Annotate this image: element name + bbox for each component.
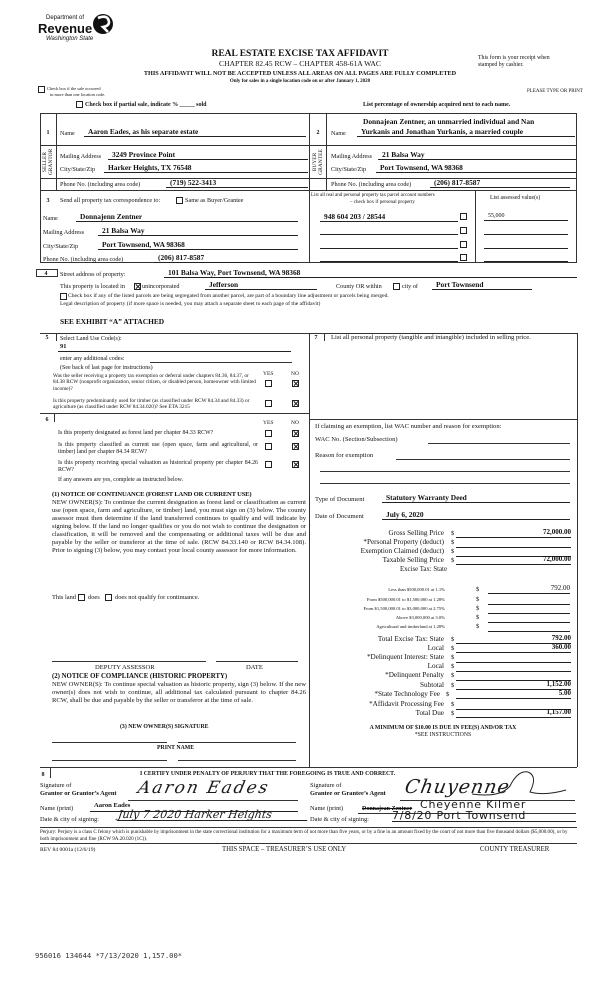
section7-divider <box>309 419 577 420</box>
current-use-question: Is this property classified as current use (open space, farm and agricultural, or timber) land per chapter 84.34 RCW? <box>58 442 258 455</box>
grantee-name-label: Name (print) <box>310 805 344 812</box>
perjury-notice: Perjury: Perjury is a class C felony which is punishable by imprisonment in the state correctional institution for a maximum term of not more than five years, or by a fine in an amount fixed by the court of not more than five thousand dollars ($5,000.00), or by both imprisonment and fine (RCW 9A.20.020 (1C)). <box>40 829 568 842</box>
buyer-name-field[interactable]: Yurkanis and Jonathan Yurkanis, a married couple <box>357 128 575 137</box>
currency-sign: $ <box>451 654 455 661</box>
does-not-label: does not qualify for continuance. <box>115 594 200 601</box>
if-any-yes-note: If any answers are yes, complete as instructed below. <box>58 477 183 483</box>
delinquent-penalty-label: *Delinquent Penalty <box>385 671 444 679</box>
buyer-mailing-field[interactable]: 21 Balsa Way <box>378 151 576 160</box>
currency-sign: $ <box>451 636 455 643</box>
forest-yes-checkbox[interactable] <box>265 430 272 437</box>
grantee-name-field[interactable]: Cheyenne Kilmer <box>420 798 527 811</box>
section-6-number: 6 <box>45 417 49 423</box>
additional-codes-field[interactable] <box>150 362 292 363</box>
no-header: NO <box>291 420 299 426</box>
bracket-label: Above $3,000,000 at 3.0% <box>395 615 445 620</box>
grantor-signature-label: Signature of <box>40 782 72 789</box>
bracket-label: Agricultural and timberland at 1.28% <box>376 624 445 629</box>
seller-phone-field[interactable]: (719) 522-3413 <box>166 179 308 188</box>
bracket-label: From $1,500,000.01 to $3,000,000 at 2.75% <box>363 606 445 611</box>
name-row-divider <box>40 145 577 146</box>
legal-description-label: Legal description of property (if more space is needed, you may attach a separate sheet to each page of the affidavit) <box>60 301 321 307</box>
parcel-number-field[interactable] <box>320 254 458 262</box>
grantor-signature-label-2: Grantor or Grantor’s Agent <box>40 790 117 797</box>
cashier-stamp: 956016 134644 *7/13/2020 1,157.00* <box>35 951 183 960</box>
segregated-checkbox[interactable] <box>60 293 67 300</box>
seller-name-field[interactable]: Aaron Eades, as his separate estate <box>84 128 306 137</box>
new-owner-signature-line[interactable] <box>52 742 167 743</box>
total-excise-local-field[interactable]: 360.00 <box>456 644 571 653</box>
grantee-name-struck: Donnajean Zentner <box>362 806 413 812</box>
county-field[interactable]: Jefferson <box>205 281 317 290</box>
buyer-phone-field[interactable]: (206) 817-8587 <box>430 179 570 188</box>
logo-state: Washington State <box>46 36 94 42</box>
reason-field-3[interactable] <box>320 483 570 484</box>
currency-sign: $ <box>476 605 480 612</box>
exemption-yes-checkbox[interactable] <box>265 380 272 387</box>
assessed-value-field[interactable] <box>484 241 568 249</box>
exemption-claimed-label: Exemption Claimed (deduct) <box>360 547 444 555</box>
form-title: REAL ESTATE EXCISE TAX AFFIDAVIT <box>211 49 389 59</box>
timber-question: Is this property predominantly used for timber (as classified under RCW 84.34 and 84.33) or agriculture (as classified under RCW 84.34.020)? See ETA 3215 <box>53 398 250 411</box>
correspondence-title: Send all property tax correspondence to: <box>60 197 161 204</box>
no-header: NO <box>291 371 299 377</box>
claiming-exemption-label: If claiming an exemption, list WAC number and reason for exemption: <box>315 423 502 430</box>
section8-bottom <box>40 827 577 828</box>
gross-selling-price-label: Gross Selling Price <box>388 529 444 537</box>
grantor-name-field[interactable]: Aaron Eades <box>90 803 298 812</box>
section-8-numbox <box>50 768 51 778</box>
see-back-note: (See back of last page for instructions) <box>60 365 153 371</box>
wac-field[interactable] <box>428 443 570 444</box>
delinquent-interest-state-label: *Delinquent Interest: State <box>366 653 444 661</box>
total-due-label: Total Due <box>415 709 444 717</box>
yes-header: YES <box>263 420 274 426</box>
buyer-name-label: Name <box>331 130 346 137</box>
seller-name-label: Name <box>60 130 75 137</box>
does-qualify-checkbox[interactable] <box>78 594 85 601</box>
seller-phone-label: Phone No. (including area code) <box>60 181 141 188</box>
wac-label: WAC No. (Section/Subsection) <box>315 436 398 443</box>
assessed-value-field[interactable] <box>484 227 568 235</box>
taxable-selling-price-label: Taxable Selling Price <box>382 556 444 564</box>
doc-type-label: Type of Document <box>315 496 365 503</box>
forest-no-checkbox[interactable] <box>292 430 299 437</box>
located-label: This property is located in <box>60 283 125 290</box>
bracket-value[interactable]: 792.00 <box>488 585 570 594</box>
currency-sign: $ <box>451 663 455 670</box>
currency-sign: $ <box>451 557 455 564</box>
corr-name-field[interactable]: Donnajenn Zentner <box>76 213 298 222</box>
corr-mailing-label: Mailing Address <box>43 229 85 236</box>
corr-phone-field[interactable]: (206) 817-8587 <box>154 254 298 263</box>
notice-continuance-text: NEW OWNER(S): To continue the current designation as forest land or classification as current use (open space, farm and agriculture, or timber) land, you must sign on (3) below. The county assessor must then determine if the land transferred continues to qualify and will indicate by signing below. If the land no longer qualifies or you do not wish to continue the designation or classification, it will be removed and the compensating or additional taxes will be due and payable by the seller or transferor at the time of sale. (RCW 84.33.140 or RCW 84.34.108). Prior to signing (3) below, you may contact your local county assessor for more information. <box>52 499 306 554</box>
section-6-numbox <box>54 414 55 422</box>
notice-compliance-title: (2) NOTICE OF COMPLIANCE (HISTORIC PROPERTY) <box>52 673 228 680</box>
land-use-code-field[interactable]: 91 <box>58 344 291 352</box>
minimum-due-note: A MINIMUM OF $10.00 IS DUE IN FEE(S) AND/OR TAX <box>369 725 517 731</box>
subtotal-field[interactable]: 1,152.00 <box>456 681 571 690</box>
yes-header: YES <box>263 371 274 377</box>
grantee-signature[interactable]: Chuyenne <box>403 776 512 798</box>
notice-compliance-text: NEW OWNER(S): To continue special valuation as historic property, sign (3) below. If the new owner(s) does not wish to continue, all additional tax calculated pursuant to chapter 84.26 RCW, shall be due and payable by the seller or transferor at the time of sale. <box>52 681 306 704</box>
grantor-signature-line[interactable] <box>128 800 298 801</box>
total-excise-local-label: Local <box>427 644 444 652</box>
corr-city-field[interactable]: Port Townsend, WA 98368 <box>98 241 298 250</box>
city-of-label: city of <box>402 283 418 290</box>
corr-city-label: City/State/Zip <box>43 243 79 250</box>
this-land-label: This land <box>52 594 76 601</box>
parcels-header: List all real and personal property tax parcel account numbers <box>311 193 435 198</box>
section5-bottom <box>40 413 310 414</box>
footer-rule <box>40 843 577 844</box>
dor-logo <box>38 12 118 48</box>
corr-mailing-field[interactable]: 21 Balsa Way <box>98 227 298 236</box>
current-use-yes-checkbox[interactable] <box>265 443 272 450</box>
excise-tax-label: Excise Tax: State <box>400 566 447 573</box>
same-as-buyer-checkbox[interactable] <box>176 197 183 204</box>
personal-property-label: *Personal Property (deduct) <box>363 538 444 546</box>
historic-yes-checkbox[interactable] <box>265 461 272 468</box>
legal-description-value[interactable]: SEE EXHIBIT “A” ATTACHED <box>60 317 165 326</box>
parcels-subheader: – check box if personal property <box>350 200 415 205</box>
logo-dept: Department of <box>46 15 85 21</box>
currency-sign: $ <box>451 530 455 537</box>
multi-location-label: Check box if the sale occurred <box>47 86 101 91</box>
section-8-number: 8 <box>41 772 45 778</box>
total-excise-state-field[interactable]: 792.00 <box>456 635 571 644</box>
does-label: does <box>88 594 100 601</box>
buyer-side-label: BUYER GRANTEE <box>312 149 324 175</box>
historic-question: Is this property receiving special valuation as historical property per chapter 84.26 RCW? <box>58 460 258 473</box>
treasurer-space-label: THIS SPACE – TREASURER’S USE ONLY <box>222 846 347 853</box>
section-5-number: 5 <box>45 335 49 341</box>
corr-phone-label: Phone No. (including area code) <box>43 256 124 263</box>
land-use-label: Select Land Use Code(s): <box>60 336 122 342</box>
grantee-signature-label-2: Grantee or Grantee’s Agent <box>310 790 386 797</box>
grantee-date-field[interactable]: 7/8/20 Port Townsend <box>392 810 576 822</box>
unincorporated-checkbox[interactable] <box>134 283 141 290</box>
buyer-city-field[interactable]: Port Townsend, WA 98368 <box>376 164 576 173</box>
seller-mailing-label: Mailing Address <box>60 153 102 160</box>
historic-no-checkbox[interactable] <box>292 461 299 468</box>
section-3-number: 3 <box>46 198 50 204</box>
additional-codes-label: enter any additional codes: <box>60 356 125 362</box>
corr-name-label: Name <box>43 215 58 222</box>
right-border <box>577 333 578 767</box>
buyer-city-label: City/State/Zip <box>331 166 367 173</box>
currency-sign: $ <box>476 586 480 593</box>
assessor-date-line[interactable] <box>216 661 298 662</box>
new-owner-signature-line-2[interactable] <box>178 742 296 743</box>
receipt-note: This form is your receipt when <box>478 55 550 61</box>
print-name-line-2[interactable] <box>178 760 296 761</box>
same-as-buyer-label: Same as Buyer/Grantee <box>185 197 244 204</box>
assessed-value-field[interactable]: 55,000 <box>484 213 568 221</box>
currency-sign: $ <box>451 672 455 679</box>
street-address-label: Street address of property: <box>60 271 126 278</box>
personal-property-checkbox[interactable] <box>460 227 467 234</box>
doc-type-field[interactable]: Statutory Warranty Deed <box>382 494 570 503</box>
currency-sign: $ <box>451 539 455 546</box>
timber-no-checkbox[interactable] <box>292 400 299 407</box>
seller-side-label: SELLER GRANTOR <box>42 148 54 176</box>
segregated-label: Check box if any of the listed parcels are being segregated from another parcel, are part of a boundary line adjustment or parcels being merged. <box>68 293 389 299</box>
logo-revenue: Revenue <box>38 21 93 36</box>
reason-field-2[interactable] <box>320 471 570 472</box>
grantor-date-label: Date & city of signing: <box>40 816 99 823</box>
total-excise-state-label: Total Excise Tax: State <box>377 635 444 643</box>
notice-continuance-title: (1) NOTICE OF CONTINUANCE (FOREST LAND OR CURRENT USE) <box>52 491 252 498</box>
deputy-assessor-label: DEPUTY ASSESSOR <box>95 664 155 671</box>
parcel-number-field[interactable] <box>320 241 458 249</box>
currency-sign: $ <box>476 614 480 621</box>
currency-sign: $ <box>451 645 455 652</box>
assessed-value-field[interactable] <box>484 254 568 262</box>
currency-sign: $ <box>451 548 455 555</box>
print-name-label: PRINT NAME <box>157 745 195 751</box>
buyer-mailing-label: Mailing Address <box>331 153 373 160</box>
doc-date-label: Date of Document <box>315 513 364 520</box>
forest-land-question: Is this property designated as forest land per chapter 84.33 RCW? <box>58 430 214 436</box>
parcel-number-field[interactable]: 948 604 203 / 28544 <box>320 213 458 222</box>
currency-sign: $ <box>451 682 455 689</box>
seller-city-label: City/State/Zip <box>60 166 96 173</box>
form-revision: REV 84 0001a (12/6/19) <box>40 847 96 853</box>
currency-sign: $ <box>476 596 480 603</box>
section-1-number: 1 <box>46 130 50 136</box>
buyer-name-line1[interactable]: Donnajean Zentner, an unmarried individual and Nan <box>363 117 535 126</box>
county-label: County OR within <box>336 283 382 290</box>
form-only-for: Only for sales in a single location code on or after January 1, 2020 <box>229 79 371 84</box>
certify-statement: I CERTIFY UNDER PENALTY OF PERJURY THAT THE FOREGOING IS TRUE AND CORRECT. <box>140 771 396 777</box>
doc-date-field[interactable]: July 6, 2020 <box>382 511 570 520</box>
currency-sign: $ <box>476 623 480 630</box>
grantor-name-label: Name (print) <box>40 805 74 812</box>
multi-location-checkbox[interactable] <box>38 86 45 93</box>
currency-sign: $ <box>451 701 455 708</box>
tech-fee-field[interactable]: 5.00 <box>456 690 571 699</box>
city-field[interactable]: Port Townsend <box>432 281 532 290</box>
seller-num-col <box>56 113 57 190</box>
grantee-signature-flourish-icon <box>470 768 570 800</box>
multi-location-label-2: in more than one location code. <box>50 92 106 97</box>
ownership-note: List percentage of ownership acquired next to each name. <box>363 102 511 108</box>
section-2-number: 2 <box>316 130 320 136</box>
section3-top <box>40 190 577 191</box>
grantor-signature[interactable]: Aaron Eades <box>135 778 272 798</box>
deputy-assessor-line[interactable] <box>52 661 206 662</box>
total-due-field[interactable]: 1,157.00 <box>456 709 571 718</box>
exemption-no-checkbox[interactable] <box>292 380 299 387</box>
receipt-note-2: stamped by cashier. <box>478 62 524 68</box>
form-chapter: CHAPTER 82.45 RCW – CHAPTER 458-61A WAC <box>219 59 381 68</box>
city-checkbox[interactable] <box>393 283 400 290</box>
delinquent-interest-local-label: Local <box>427 662 444 670</box>
unincorporated-label: unincorporated <box>142 283 180 290</box>
county-treasurer-label: COUNTY TREASURER <box>480 846 550 853</box>
current-use-no-checkbox[interactable] <box>292 443 299 450</box>
affidavit-fee-label: *Affidavit Processing Fee <box>369 700 444 708</box>
currency-sign: $ <box>446 691 450 698</box>
gross-selling-price-field[interactable]: 72,000.00 <box>456 529 571 538</box>
timber-yes-checkbox[interactable] <box>265 400 272 407</box>
buyer-num-col <box>326 113 327 190</box>
seller-city-field[interactable]: Harker Heights, TX 76548 <box>104 164 308 173</box>
logo-mark-icon <box>92 12 114 36</box>
reason-field[interactable] <box>396 459 570 460</box>
print-name-line[interactable] <box>52 760 167 761</box>
date-label: DATE <box>246 664 263 671</box>
bracket-value[interactable] <box>488 622 570 632</box>
seller-mailing-field[interactable]: 3249 Province Point <box>108 151 308 160</box>
partial-sale-label: Check box if partial sale, indicate % _____ sold <box>85 102 207 108</box>
currency-sign: $ <box>451 710 455 717</box>
values-col-divider <box>475 190 476 263</box>
personal-property-checkbox[interactable] <box>460 213 467 220</box>
street-address-field[interactable]: 101 Balsa Way, Port Townsend, WA 98368 <box>164 269 577 278</box>
assessed-values-header: List assessed value(s) <box>490 195 541 201</box>
grantor-date-field[interactable]: July 7 2020 Harker Heights <box>117 809 309 821</box>
grantee-signature-label: Signature of <box>310 782 342 789</box>
parcel-number-field[interactable] <box>320 227 458 235</box>
please-type-note: PLEASE TYPE OR PRINT <box>527 89 583 94</box>
section-7-number: 7 <box>314 335 318 341</box>
parties-divider <box>309 113 310 263</box>
personal-property-checkbox[interactable] <box>460 254 467 261</box>
bracket-label: From $500,000.01 to $1,500,000 at 1.28% <box>366 597 445 602</box>
form-warning: THIS AFFIDAVIT WILL NOT BE ACCEPTED UNLESS ALL AREAS ON ALL PAGES ARE FULLY COMPLETED <box>143 70 457 77</box>
section-4-number: 4 <box>44 271 48 277</box>
does-not-qualify-checkbox[interactable] <box>105 594 112 601</box>
buyer-phone-label: Phone No. (including area code) <box>331 181 412 188</box>
partial-sale-checkbox[interactable] <box>76 101 83 108</box>
see-instructions-note: *SEE INSTRUCTIONS <box>414 732 472 738</box>
reason-label: Reason for exemption <box>315 452 374 459</box>
exemption-question: Was the seller receiving a property tax exemption or deferral under chapters 84.36, 84.37, or 84.38 RCW (nonprofit organization, senior citizen, or disabled person, homeowner with limited income)? <box>53 373 256 392</box>
bracket-label: Less than $500,000.01 at 1.1% <box>388 587 445 592</box>
tech-fee-label: *State Technology Fee <box>374 690 440 698</box>
subtotal-label: Subtotal <box>420 681 444 689</box>
personal-property-checkbox[interactable] <box>460 241 467 248</box>
personal-property-text: List all personal property (tangible and intangible) included in selling price. <box>331 334 531 341</box>
taxable-selling-price-field[interactable]: 72,000.00 <box>456 556 571 565</box>
new-owner-signature-label: (3) NEW OWNER(S) SIGNATURE <box>120 724 209 730</box>
grantee-date-label: Date & city of signing: <box>310 816 369 823</box>
